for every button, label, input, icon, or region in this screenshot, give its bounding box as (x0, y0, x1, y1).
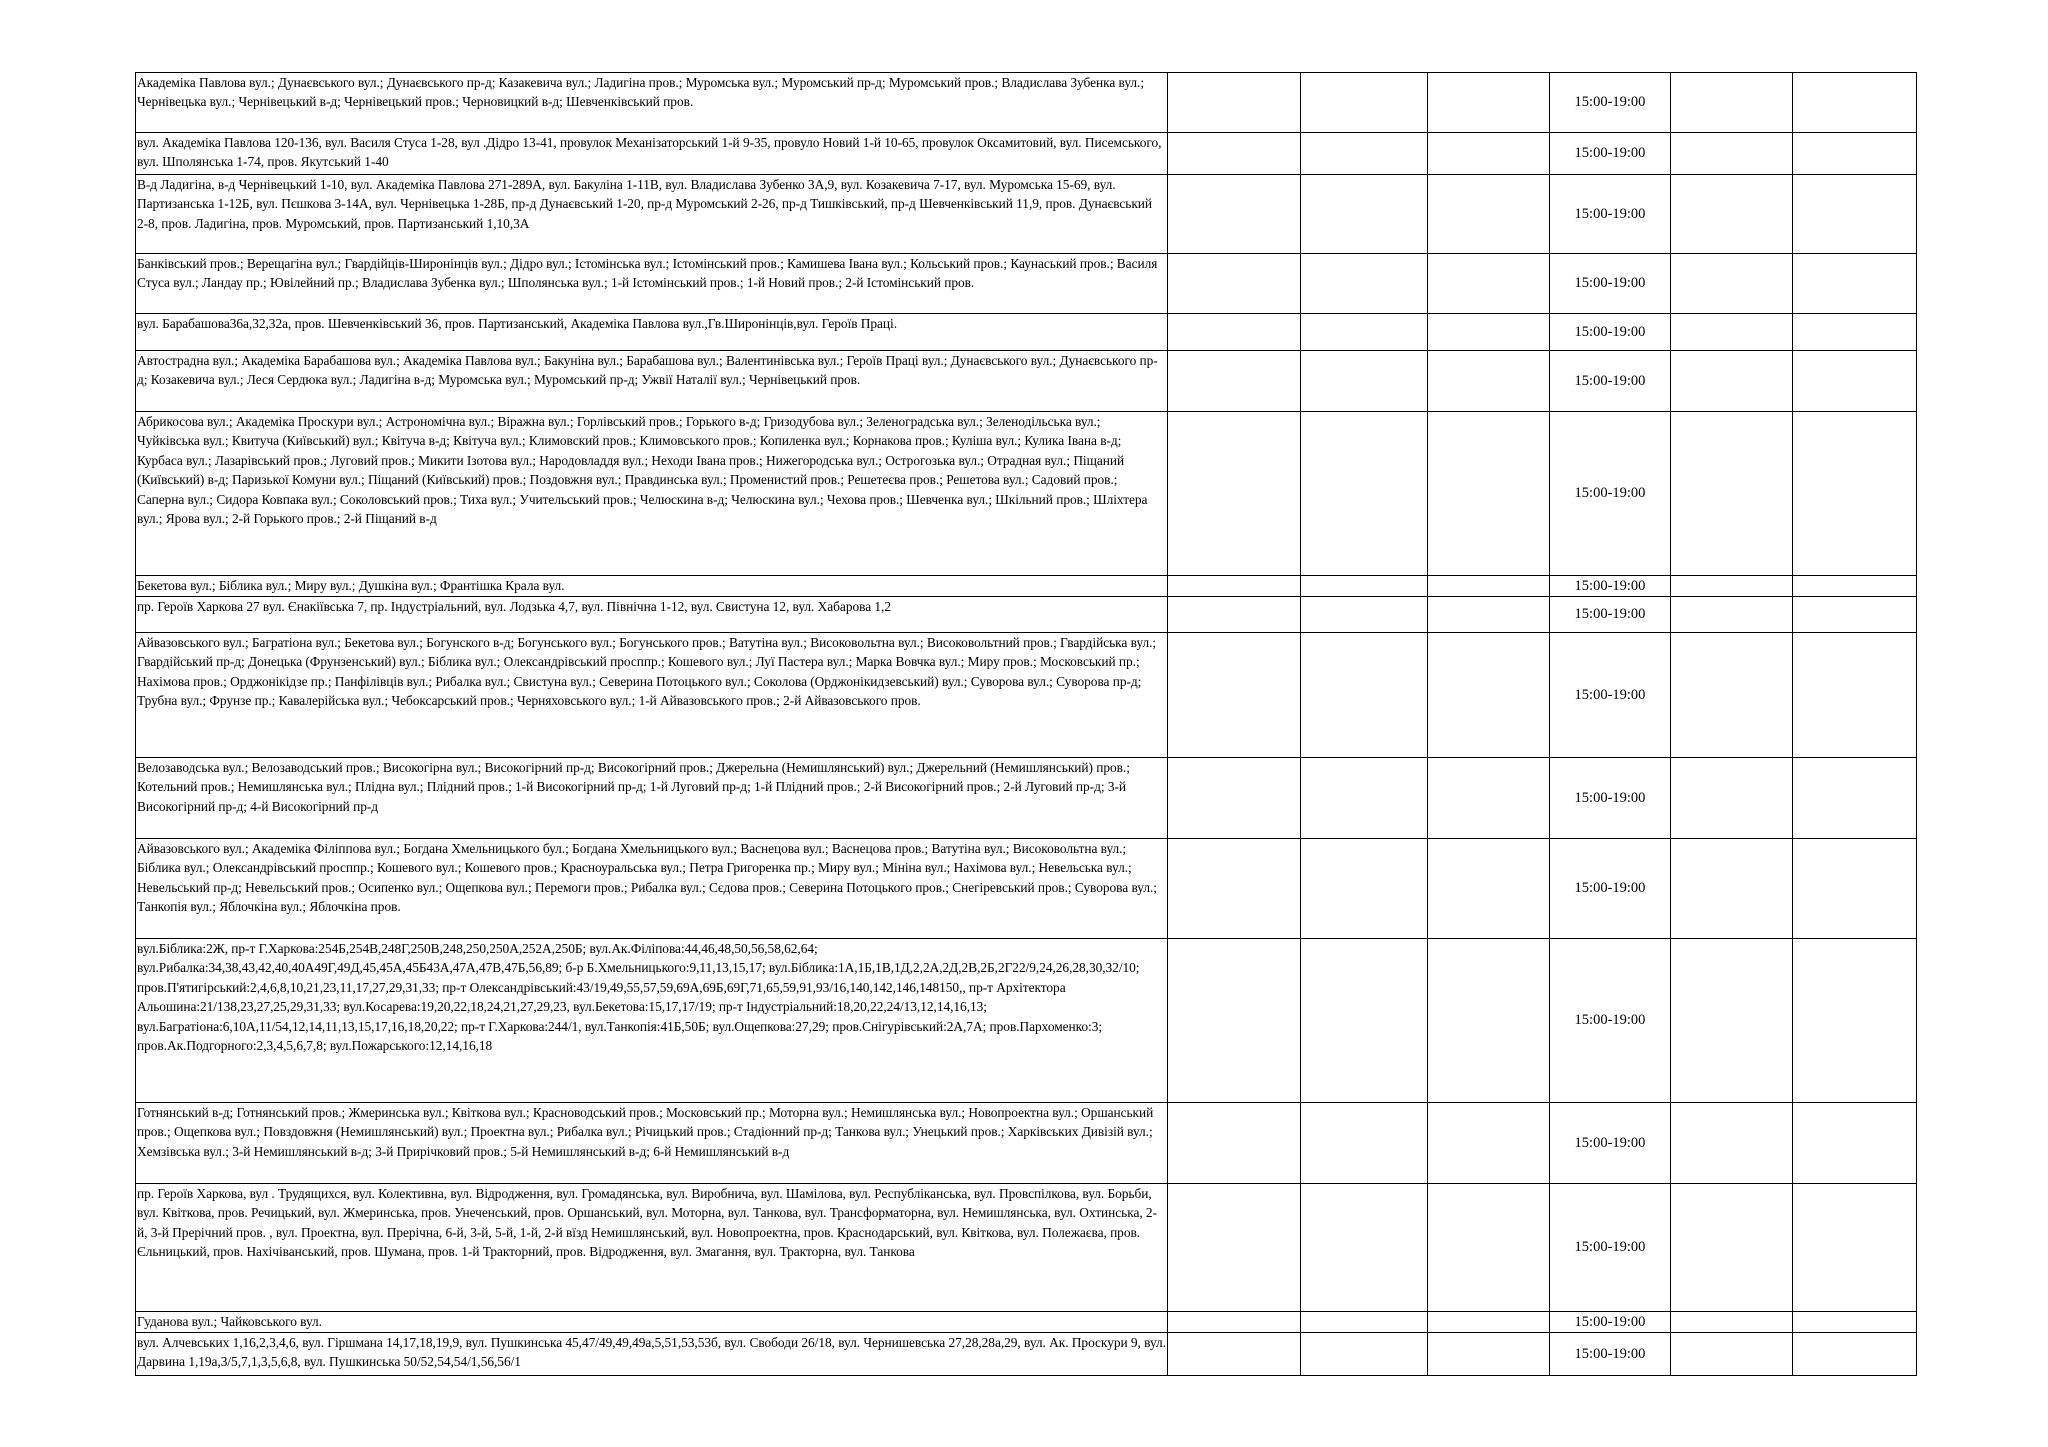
empty-cell (1301, 839, 1428, 939)
empty-cell (1793, 1312, 1917, 1333)
schedule-row (136, 412, 1917, 576)
empty-cell (1793, 939, 1917, 1103)
empty-cell (1428, 758, 1550, 839)
empty-cell (1793, 1103, 1917, 1184)
address-cell: Бекетова вул.; Біблика вул.; Миру вул.; Душкіна вул.; Франтішка Крала вул. (136, 576, 1168, 597)
empty-cell (1428, 314, 1550, 351)
empty-cell (1428, 254, 1550, 314)
empty-cell (1793, 576, 1917, 597)
empty-cell (1301, 576, 1428, 597)
empty-cell (1168, 73, 1301, 133)
time-cell: 15:00-19:00 (1550, 351, 1671, 412)
address-cell: Абрикосова вул.; Академіка Проскури вул.; Астрономічна вул.; Віражна вул.; Горлівський пров.; Горького в-д; Гризодубова вул.; Зеленоградська вул.; Зеленодільська вул.; Чуйківська вул.; Квитуча (Київський) вул.; Квітуча в-д; Квітуча вул.; Климовский пров.; Климовського пров.; Копиленка вул.; Корнакова пров.; Куліша вул.; Кулика Івана в-д; Курбаса вул.; Лазарівський пров.; Луговий пров.; Микити Ізотова вул.; Народовладдя вул.; Неходи Івана пров.; Нижегородська вул.; Острогозька вул.; Отрадная вул.; Піщаний (Київський) в-д; Паризької Комуни вул.; Піщаний (Київський) пров.; Поздовжня вул.; Правдинська вул.; Променистий пров.; Решетеєва пров.; Решетова вул.; Садовий пров.; Саперна вул.; Сидора Ковпака вул.; Соколовський пров.; Тиха вул.; Учительський пров.; Челюскина в-д; Челюскина вул.; Чехова пров.; Шевченка вул.; Шкільний пров.; Шліхтера вул.; Ярова вул.; 2-й Горького пров.; 2-й Піщаний в-д (136, 412, 1168, 576)
empty-cell (1168, 133, 1301, 175)
time-cell: 15:00-19:00 (1550, 412, 1671, 576)
empty-cell (1301, 175, 1428, 254)
empty-cell (1428, 1184, 1550, 1312)
time-cell: 15:00-19:00 (1550, 1103, 1671, 1184)
empty-cell (1301, 314, 1428, 351)
empty-cell (1168, 1184, 1301, 1312)
address-cell: Автострадна вул.; Академіка Барабашова вул.; Академіка Павлова вул.; Бакуніна вул.; Барабашова вул.; Валентинівська вул.; Героїв Праці вул.; Дунаєвського вул.; Дунаєвського пр-д; Козакевича вул.; Леся Сердюка вул.; Ладигіна в-д; Муромська вул.; Муромський пр-д; Ужвії Наталії вул.; Чернівецький пров. (136, 351, 1168, 412)
schedule-row (136, 758, 1917, 839)
empty-cell (1671, 73, 1793, 133)
empty-cell (1428, 73, 1550, 133)
empty-cell (1793, 839, 1917, 939)
empty-cell (1168, 1333, 1301, 1376)
empty-cell (1428, 351, 1550, 412)
time-cell: 15:00-19:00 (1550, 73, 1671, 133)
empty-cell (1671, 839, 1793, 939)
empty-cell (1301, 73, 1428, 133)
empty-cell (1301, 412, 1428, 576)
time-cell: 15:00-19:00 (1550, 1333, 1671, 1376)
time-cell: 15:00-19:00 (1550, 758, 1671, 839)
empty-cell (1793, 175, 1917, 254)
empty-cell (1793, 254, 1917, 314)
empty-cell (1671, 175, 1793, 254)
empty-cell (1671, 939, 1793, 1103)
address-cell: В-д Ладигіна, в-д Чернівецький 1-10, вул. Академіка Павлова 271-289А, вул. Бакуліна 1-11В, вул. Владислава Зубенко 3А,9, вул. Козакевича 7-17, вул. Муромська 15-69, вул. Партизанська 1-12Б, вул. Пєшкова 3-14А, вул. Чернівецька 1-28Б, пр-д Дунаєвський 1-20, пр-д Муромський 2-26, пр-д Тишківський, пр-д Шевченківський 11,9, пров. Дунаєвський 2-8, пров. Ладигіна, пров. Муромський, пров. Партизанський 1,10,3А (136, 175, 1168, 254)
empty-cell (1301, 939, 1428, 1103)
empty-cell (1168, 314, 1301, 351)
empty-cell (1168, 254, 1301, 314)
time-cell: 15:00-19:00 (1550, 133, 1671, 175)
time-cell: 15:00-19:00 (1550, 254, 1671, 314)
time-cell: 15:00-19:00 (1550, 597, 1671, 633)
time-cell: 15:00-19:00 (1550, 839, 1671, 939)
time-cell: 15:00-19:00 (1550, 175, 1671, 254)
schedule-row (136, 351, 1917, 412)
empty-cell (1428, 133, 1550, 175)
empty-cell (1168, 1312, 1301, 1333)
empty-cell (1428, 597, 1550, 633)
empty-cell (1428, 412, 1550, 576)
empty-cell (1301, 633, 1428, 758)
empty-cell (1301, 1103, 1428, 1184)
empty-cell (1793, 351, 1917, 412)
schedule-row (136, 939, 1917, 1103)
empty-cell (1793, 633, 1917, 758)
schedule-row (136, 633, 1917, 758)
empty-cell (1671, 576, 1793, 597)
empty-cell (1428, 1312, 1550, 1333)
empty-cell (1428, 939, 1550, 1103)
empty-cell (1168, 633, 1301, 758)
time-cell: 15:00-19:00 (1550, 576, 1671, 597)
empty-cell (1168, 175, 1301, 254)
time-cell: 15:00-19:00 (1550, 633, 1671, 758)
empty-cell (1671, 412, 1793, 576)
empty-cell (1168, 576, 1301, 597)
empty-cell (1301, 133, 1428, 175)
time-cell: 15:00-19:00 (1550, 1184, 1671, 1312)
empty-cell (1168, 839, 1301, 939)
address-cell: вул.Біблика:2Ж, пр-т Г.Харкова:254Б,254В,248Г,250В,248,250,250А,252А,250Б; вул.Ак.Філіпова:44,46,48,50,56,58,62,64; вул.Рибалка:34,38,43,42,40,40А49Г,49Д,45,45А,45Б43А,47А,47В,47Б,56,89; б-р Б.Хмельницького:9,11,13,15,17; вул.Біблика:1А,1Б,1В,1Д,2,2А,2Д,2В,2Б,2Г22/9,24,26,28,30,32/10; пров.П'ятигірський:2,4,6,8,10,21,23,11,17,27,29,31,33; пр-т Олександрівський:43/19,49,55,57,59,69А,69Б,69Г,71,65,59,91,93/16,140,142,146,148150,, пр-т Архітектора Альошина:21/138,23,27,25,29,31,33; вул.Косарева:19,20,22,18,24,21,27,29,23, вул.Бекетова:15,17,17/19; пр-т Індустріальний:18,20,22,24/13,12,14,16,13; вул.Багратіона:6,10А,11/54,12,14,11,13,15,17,16,18,20,22; пр-т Г.Харкова:244/1, вул.Танкопія:41Б,50Б; вул.Ощепкова:27,29; пров.Снігурівський:2А,7А; пров.Пархоменко:3; пров.Ак.Подгорного:2,3,4,5,6,7,8; вул.Пожарського:12,14,16,18 (136, 939, 1168, 1103)
empty-cell (1428, 839, 1550, 939)
address-cell: Айвазовського вул.; Академіка Філіппова вул.; Богдана Хмельницького бул.; Богдана Хмельницького вул.; Васнецова вул.; Васнецова пров.; Ватутіна вул.; Високовольтна вул.; Біблика вул.; Олександрівський просппр.; Кошевого вул.; Кошевого пров.; Красноуральська вул.; Петра Григоренка пр.; Миру вул.; Мініна вул.; Нахімова вул.; Невельська вул.; Невельський пр-д; Невельський пров.; Осипенко вул.; Ощепкова вул.; Перемоги пров.; Рибалка вул.; Сєдова пров.; Северина Потоцького пров.; Снегіревський пров.; Суворова вул.; Танкопія вул.; Яблочкіна вул.; Яблочкіна пров. (136, 839, 1168, 939)
schedule-row (136, 1333, 1917, 1376)
schedule-row (136, 1184, 1917, 1312)
empty-cell (1301, 597, 1428, 633)
empty-cell (1301, 254, 1428, 314)
address-cell: Банківський пров.; Верещагіна вул.; Гвардійців-Широнінців вул.; Дідро вул.; Істомінська вул.; Істомінський пров.; Камишева Івана вул.; Кольський пров.; Каунаський пров.; Василя Стуса вул.; Ландау пр.; Ювілейний пр.; Владислава Зубенка вул.; Шполянська вул.; 1-й Істомінський пров.; 1-й Новий пров.; 2-й Істомінський пров. (136, 254, 1168, 314)
empty-cell (1793, 1333, 1917, 1376)
empty-cell (1168, 597, 1301, 633)
empty-cell (1793, 73, 1917, 133)
schedule-row (136, 254, 1917, 314)
empty-cell (1671, 133, 1793, 175)
empty-cell (1793, 597, 1917, 633)
empty-cell (1671, 314, 1793, 351)
empty-cell (1428, 1333, 1550, 1376)
address-cell: пр. Героїв Харкова, вул . Трудящихся, вул. Колективна, вул. Відродження, вул. Громадянська, вул. Виробнича, вул. Шамілова, вул. Республіканська, вул. Провспілкова, вул. Борьби, вул. Квіткова, пров. Речицький, вул. Жмеринська, пров. Унеченський, пров. Оршанський, вул. Моторна, вул. Танкова, вул. Трансформаторна, вул. Немишлянська, вул. Охтинська, 2-й, 3-й Прерічний пров. , вул. Проектна, вул. Прерічна, 6-й, 3-й, 5-й, 1-й, 2-й вїзд Немишлянський, вул. Новопроектна, пров. Краснодарський, вул. Квіткова, вул. Полежаєва, пров. Єльницький, пров. Нахічіванський, пров. Шумана, пров. 1-й Тракторний, пров. Відродження, вул. Змагання, вул. Тракторна, вул. Танкова (136, 1184, 1168, 1312)
empty-cell (1671, 254, 1793, 314)
time-cell: 15:00-19:00 (1550, 314, 1671, 351)
schedule-row (136, 839, 1917, 939)
schedule-body (136, 73, 1917, 1376)
outage-schedule-table (135, 72, 1917, 1376)
empty-cell (1671, 1312, 1793, 1333)
address-cell: Гуданова вул.; Чайковського вул. (136, 1312, 1168, 1333)
schedule-row (136, 597, 1917, 633)
empty-cell (1168, 758, 1301, 839)
empty-cell (1671, 351, 1793, 412)
empty-cell (1168, 939, 1301, 1103)
address-cell: вул. Академіка Павлова 120-136, вул. Василя Стуса 1-28, вул .Дідро 13-41, провулок Механізаторський 1-й 9-35, провуло Новий 1-й 10-65, провулок Оксамитовий, вул. Писемського, вул. Шполянська 1-74, пров. Якутський 1-40 (136, 133, 1168, 175)
empty-cell (1168, 351, 1301, 412)
time-cell: 15:00-19:00 (1550, 939, 1671, 1103)
empty-cell (1793, 758, 1917, 839)
empty-cell (1301, 1333, 1428, 1376)
schedule-row (136, 1312, 1917, 1333)
empty-cell (1671, 597, 1793, 633)
empty-cell (1793, 314, 1917, 351)
empty-cell (1301, 1184, 1428, 1312)
schedule-row (136, 576, 1917, 597)
empty-cell (1168, 412, 1301, 576)
address-cell: вул. Барабашова36а,32,32а, пров. Шевченківський 36, пров. Партизанський, Академіка Павлова вул.,Гв.Широнінців,вул. Героїв Праці. (136, 314, 1168, 351)
address-cell: Айвазовського вул.; Багратіона вул.; Бекетова вул.; Богунского в-д; Богунського вул.; Богунського пров.; Ватутіна вул.; Високовольтна вул.; Високовольтний пров.; Гвардійська вул.; Гвардійський пр-д; Донецька (Фрунзенський) вул.; Біблика вул.; Олександрівський просппр.; Кошевого вул.; Луї Пастера вул.; Марка Вовчка вул.; Миру пров.; Московський пр.; Нахімова пров.; Орджонікідзе пр.; Панфілівців вул.; Рибалка вул.; Свистуна вул.; Северина Потоцького вул.; Соколова (Орджонікидзевський) вул.; Суворова вул.; Суворова пр-д; Трубна вул.; Фрунзе пр.; Кавалерійська вул.; Чебоксарський пров.; Черняховського вул.; 1-й Айвазовського пров.; 2-й Айвазовського пров. (136, 633, 1168, 758)
schedule-row (136, 314, 1917, 351)
empty-cell (1671, 1184, 1793, 1312)
schedule-row (136, 175, 1917, 254)
empty-cell (1793, 412, 1917, 576)
time-cell: 15:00-19:00 (1550, 1312, 1671, 1333)
address-cell: Велозаводська вул.; Велозаводський пров.; Високогірна вул.; Високогірний пр-д; Високогірний пров.; Джерельна (Немишлянський) вул.; Джерельний (Немишлянський) пров.; Котельний пров.; Немишлянська вул.; Плідна вул.; Плідний пров.; 1-й Високогірний пр-д; 1-й Луговий пр-д; 1-й Плідний пров.; 2-й Високогірний пров.; 2-й Луговий пр-д; 3-й Високогірний пр-д; 4-й Високогірний пр-д (136, 758, 1168, 839)
empty-cell (1793, 1184, 1917, 1312)
empty-cell (1428, 175, 1550, 254)
empty-cell (1428, 633, 1550, 758)
empty-cell (1793, 133, 1917, 175)
empty-cell (1168, 1103, 1301, 1184)
address-cell: вул. Алчевських 1,16,2,3,4,6, вул. Гіршмана 14,17,18,19,9, вул. Пушкинська 45,47/49,49,49а,5,51,53,53б, вул. Свободи 26/18, вул. Чернишевська 27,28,28а,29, вул. Ак. Проскури 9, вул. Дарвина 1,19а,3/5,7,1,3,5,6,8, вул. Пушкинська 50/52,54,54/1,56,56/1 (136, 1333, 1168, 1376)
empty-cell (1671, 1333, 1793, 1376)
schedule-row (136, 133, 1917, 175)
schedule-row (136, 73, 1917, 133)
empty-cell (1428, 1103, 1550, 1184)
empty-cell (1428, 576, 1550, 597)
empty-cell (1301, 1312, 1428, 1333)
empty-cell (1301, 351, 1428, 412)
empty-cell (1671, 633, 1793, 758)
empty-cell (1301, 758, 1428, 839)
empty-cell (1671, 1103, 1793, 1184)
empty-cell (1671, 758, 1793, 839)
address-cell: пр. Героїв Харкова 27 вул. Єнакіївська 7, пр. Індустріальний, вул. Лодзька 4,7, вул. Північна 1-12, вул. Свистуна 12, вул. Хабарова 1,2 (136, 597, 1168, 633)
address-cell: Готнянський в-д; Готнянський пров.; Жмеринська вул.; Квіткова вул.; Красноводський пров.; Московський пр.; Моторна вул.; Немишлянська вул.; Новопроектна вул.; Оршанський пров.; Ощепкова вул.; Повздовжня (Немишлянський) вул.; Проектна вул.; Рибалка вул.; Річицький пров.; Стадіонний пр-д; Танкова вул.; Унецький пров.; Харківських Дивізій вул.; Хемзівська вул.; 3-й Немишлянський в-д; 3-й Прирічковий пров.; 5-й Немишлянський в-д; 6-й Немишлянський в-д (136, 1103, 1168, 1184)
schedule-row (136, 1103, 1917, 1184)
address-cell: Академіка Павлова вул.; Дунаєвського вул.; Дунаєвського пр-д; Казакевича вул.; Ладигіна пров.; Муромська вул.; Муромський пр-д; Муромський пров.; Владислава Зубенка вул.; Чернівецька вул.; Чернівецький в-д; Чернівецький пров.; Черновицкий в-д; Шевченківський пров. (136, 73, 1168, 133)
